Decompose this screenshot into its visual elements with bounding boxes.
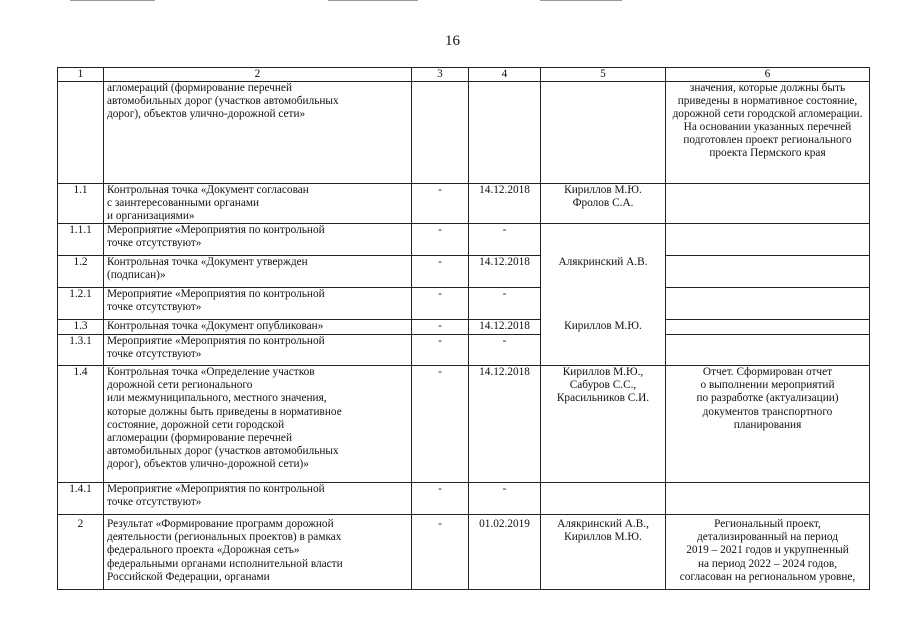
- row-result: [666, 288, 870, 320]
- row-date: 14.12.2018: [469, 366, 541, 483]
- row-number: 1.3.1: [58, 335, 104, 366]
- table-row: [58, 224, 870, 256]
- row-column-3: -: [412, 184, 469, 224]
- page-number: 16: [445, 33, 460, 49]
- row-date: 14.12.2018: [469, 184, 541, 224]
- row-responsible: [541, 335, 666, 366]
- row-responsible: Кириллов М.Ю. Фролов С.А.: [541, 184, 666, 224]
- row-column-3: -: [412, 335, 469, 366]
- row-description: Контрольная точка «Определение участков дорожной сети регионального или межмуниципального, местного значения, которые должны быть приведены в нормативное состояние, дорожной сети городской агломерации (формирование перечней автомобильных дорог (участков автомобильных дорог), объектов улично-дорожной сети)»: [104, 366, 412, 483]
- row-date: 14.12.2018: [469, 256, 541, 288]
- row-number: 1.2: [58, 256, 104, 288]
- row-result: значения, которые должны быть приведены в нормативное состояние, дорожной сети городской агломерации. На основании указанных перечней подготовлен проект регионального проекта Пермского края: [666, 82, 870, 184]
- row-column-3: -: [412, 320, 469, 335]
- row-result: Отчет. Сформирован отчет о выполнении мероприятий по разработке (актуализации) документов транспортного планирования: [666, 366, 870, 483]
- row-result: [666, 256, 870, 288]
- row-date: -: [469, 288, 541, 320]
- row-column-3: -: [412, 366, 469, 483]
- table-row: [58, 366, 870, 483]
- row-column-3: -: [412, 288, 469, 320]
- scan-edge-line-right: [540, 0, 622, 1]
- row-responsible: Алякринский А.В.: [541, 256, 666, 288]
- row-result: Региональный проект, детализированный на период 2019 – 2021 годов и укрупненный на период 2022 – 2024 годов, согласован на региональном уровне,: [666, 515, 870, 590]
- row-description: Мероприятие «Мероприятия по контрольной точке отсутствуют»: [104, 224, 412, 256]
- row-description: агломераций (формирование перечней автомобильных дорог (участков автомобильных дорог), объектов улично-дорожной сети»: [104, 82, 412, 184]
- header-cell-2: 2: [104, 68, 412, 82]
- row-result: [666, 224, 870, 256]
- row-date: -: [469, 483, 541, 515]
- row-date: -: [469, 224, 541, 256]
- row-date: -: [469, 335, 541, 366]
- row-result: [666, 184, 870, 224]
- row-column-3: -: [412, 256, 469, 288]
- row-description: Контрольная точка «Документ опубликован»: [104, 320, 412, 335]
- header-cell-6: 6: [666, 68, 870, 82]
- row-column-3: [412, 82, 469, 184]
- row-responsible: [541, 82, 666, 184]
- table-row: [58, 288, 870, 320]
- row-description: Результат «Формирование программ дорожной деятельности (региональных проектов) в рамках федерального проекта «Дорожная сеть» федеральными органами исполнительной власти Российской Федерации, органами: [104, 515, 412, 590]
- row-description: Контрольная точка «Документ согласован с заинтересованными органами и организациями»: [104, 184, 412, 224]
- row-result: [666, 335, 870, 366]
- table-row: [58, 256, 870, 288]
- row-column-3: -: [412, 224, 469, 256]
- scan-edge-line-left: [70, 0, 155, 1]
- row-description: Мероприятие «Мероприятия по контрольной точке отсутствуют»: [104, 483, 412, 515]
- row-responsible: Кириллов М.Ю.: [541, 320, 666, 335]
- row-number: [58, 82, 104, 184]
- row-number: 1.3: [58, 320, 104, 335]
- row-responsible: Алякринский А.В., Кириллов М.Ю.: [541, 515, 666, 590]
- row-description: Мероприятие «Мероприятия по контрольной точке отсутствуют»: [104, 288, 412, 320]
- header-cell-5: 5: [541, 68, 666, 82]
- activity-table: [57, 67, 870, 590]
- table-row: [58, 184, 870, 224]
- row-date: [469, 82, 541, 184]
- table-row: [58, 515, 870, 590]
- table-row: [58, 335, 870, 366]
- row-responsible: Кириллов М.Ю., Сабуров С.С., Красильников С.И.: [541, 366, 666, 483]
- header-cell-1: 1: [58, 68, 104, 82]
- table-row: [58, 82, 870, 184]
- row-description: Контрольная точка «Документ утвержден (подписан)»: [104, 256, 412, 288]
- row-number: 1.2.1: [58, 288, 104, 320]
- row-responsible: [541, 288, 666, 320]
- row-column-3: -: [412, 483, 469, 515]
- header-row: [58, 68, 870, 82]
- row-responsible: [541, 224, 666, 256]
- scan-edge-line-mid: [328, 0, 418, 1]
- row-result: [666, 320, 870, 335]
- row-description: Мероприятие «Мероприятия по контрольной точке отсутствуют»: [104, 335, 412, 366]
- row-column-3: -: [412, 515, 469, 590]
- row-responsible: [541, 483, 666, 515]
- row-number: 1.1: [58, 184, 104, 224]
- table-row: [58, 483, 870, 515]
- row-date: 01.02.2019: [469, 515, 541, 590]
- row-date: 14.12.2018: [469, 320, 541, 335]
- row-number: 1.4.1: [58, 483, 104, 515]
- table-row: [58, 320, 870, 335]
- row-number: 1.4: [58, 366, 104, 483]
- row-result: [666, 483, 870, 515]
- row-number: 1.1.1: [58, 224, 104, 256]
- header-cell-4: 4: [469, 68, 541, 82]
- row-number: 2: [58, 515, 104, 590]
- header-cell-3: 3: [412, 68, 469, 82]
